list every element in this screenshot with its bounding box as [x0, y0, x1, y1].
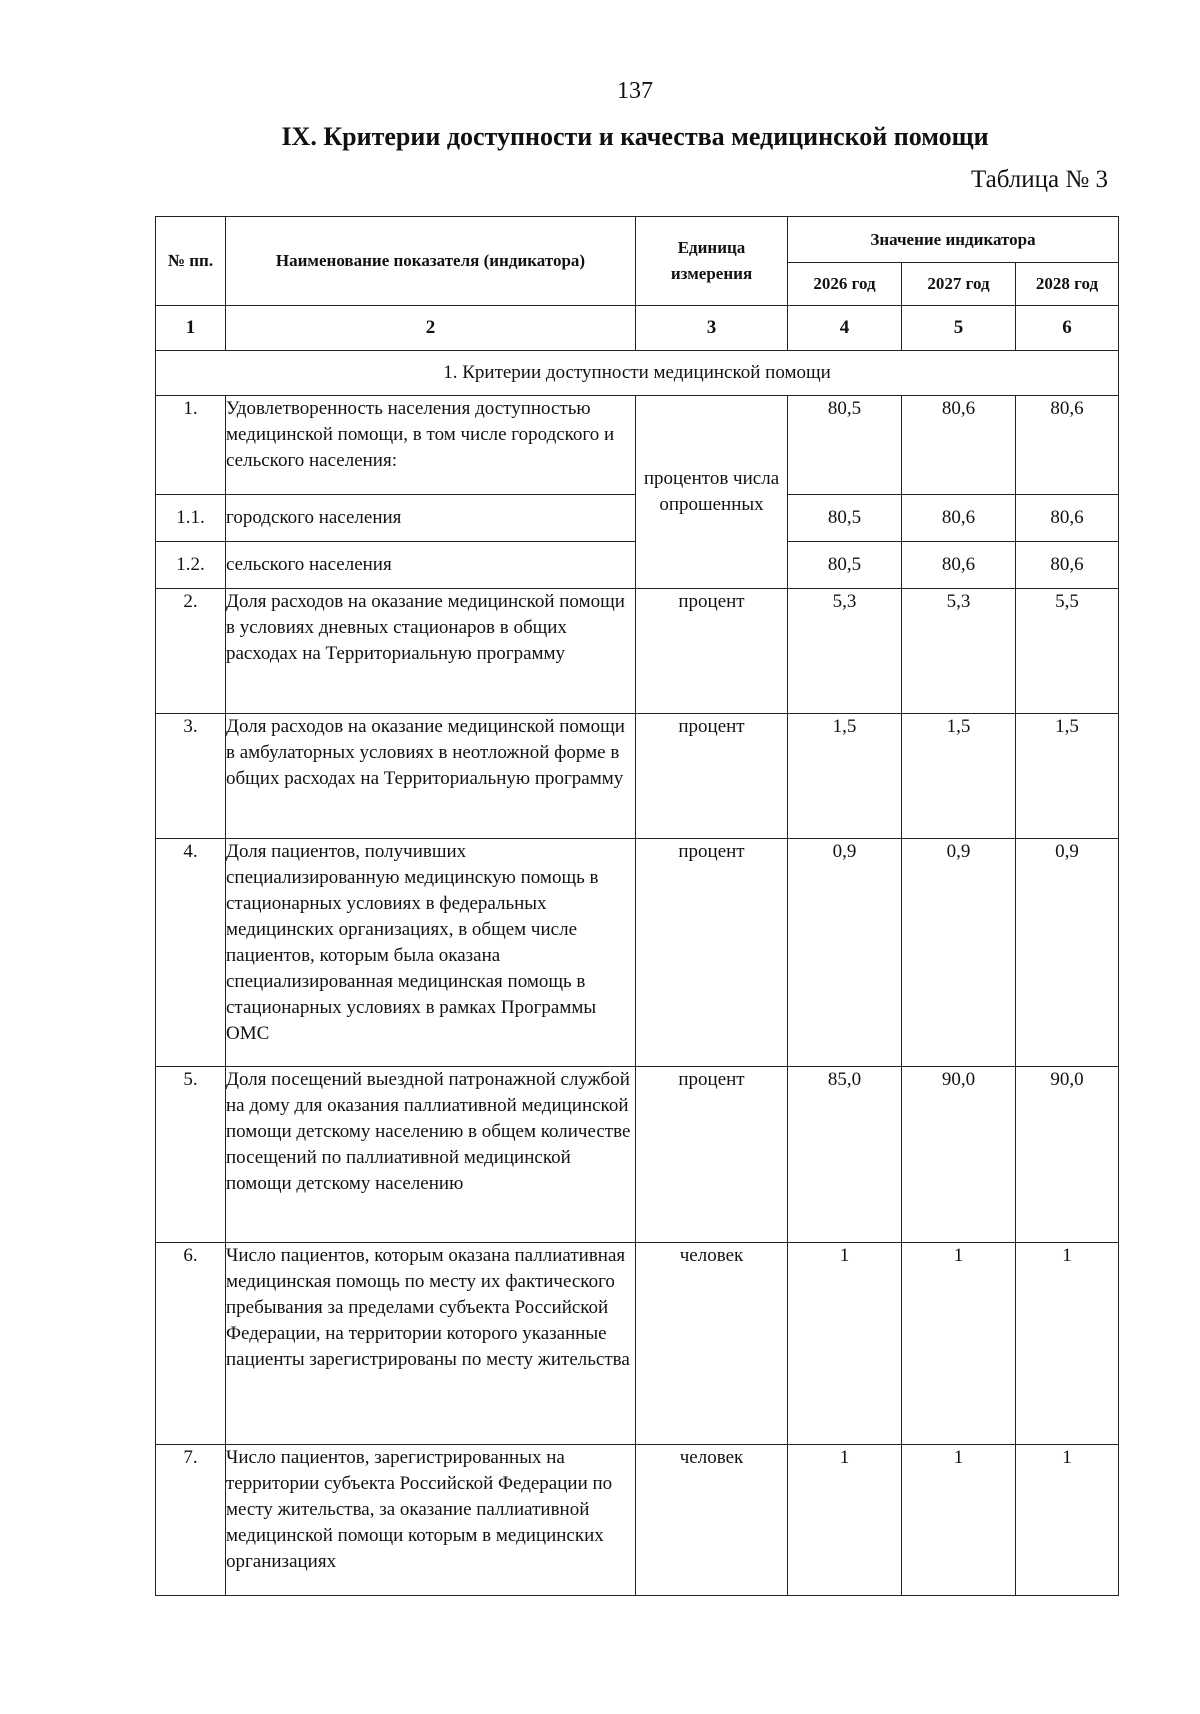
- value-2028: 1: [1016, 1445, 1119, 1596]
- value-2026: 80,5: [788, 396, 902, 495]
- header-name: Наименование показателя (индикатора): [226, 217, 636, 306]
- page-number: 137: [617, 78, 653, 104]
- section-heading: 1. Критерии доступности медицинской помощи: [156, 351, 1119, 396]
- column-number: 6: [1016, 306, 1119, 351]
- header-year-2026: 2026 год: [788, 263, 902, 306]
- value-2026: 80,5: [788, 495, 902, 542]
- unit-cell: процент: [636, 714, 788, 839]
- value-2028: 1: [1016, 1243, 1119, 1445]
- indicator-name: городского населения: [226, 495, 636, 542]
- value-2028: 90,0: [1016, 1067, 1119, 1243]
- value-2026: 80,5: [788, 542, 902, 589]
- indicator-name: Удовлетворенность населения доступностью медицинской помощи, в том числе городского и сельского населения:: [226, 396, 636, 495]
- value-2026: 1: [788, 1243, 902, 1445]
- criteria-table: [155, 216, 1119, 1596]
- table-row: [156, 714, 1119, 839]
- value-2027: 80,6: [902, 542, 1016, 589]
- header-value-group: Значение индикатора: [788, 217, 1119, 263]
- indicator-name: Число пациентов, зарегистрированных на территории субъекта Российской Федерации по месту жительства, за оказание паллиативной медицинской помощи которым в медицинских организациях: [226, 1445, 636, 1596]
- value-2027: 80,6: [902, 396, 1016, 495]
- value-2027: 1,5: [902, 714, 1016, 839]
- column-number: 2: [226, 306, 636, 351]
- table-row: [156, 1445, 1119, 1596]
- value-2027: 1: [902, 1243, 1016, 1445]
- unit-cell: процент: [636, 589, 788, 714]
- table-row: [156, 1067, 1119, 1243]
- table-row: [156, 589, 1119, 714]
- row-number: 6.: [156, 1243, 226, 1445]
- column-number: 4: [788, 306, 902, 351]
- value-2028: 1,5: [1016, 714, 1119, 839]
- table-label: Таблица № 3: [970, 166, 1108, 193]
- row-number: 1.: [156, 396, 226, 495]
- row-number: 5.: [156, 1067, 226, 1243]
- section-title: IX. Критерии доступности и качества медицинской помощи: [281, 122, 989, 151]
- value-2027: 0,9: [902, 839, 1016, 1067]
- header-year-2027: 2027 год: [902, 263, 1016, 306]
- indicator-name: Число пациентов, которым оказана паллиативная медицинская помощь по месту их фактического пребывания за пределами субъекта Российской Федерации, на территории которого указанные пациенты зарегистрированы по месту жительства: [226, 1243, 636, 1445]
- column-number: 3: [636, 306, 788, 351]
- table-row: [156, 839, 1119, 1067]
- unit-cell: процентов числа опрошенных: [636, 396, 788, 589]
- value-2026: 85,0: [788, 1067, 902, 1243]
- indicator-name: Доля расходов на оказание медицинской помощи в амбулаторных условиях в неотложной форме в общих расходах на Территориальную программу: [226, 714, 636, 839]
- row-number: 2.: [156, 589, 226, 714]
- indicator-name: сельского населения: [226, 542, 636, 589]
- row-number: 1.1.: [156, 495, 226, 542]
- header-unit: Единица измерения: [636, 217, 788, 306]
- table-row: [156, 396, 1119, 495]
- table-row: [156, 1243, 1119, 1445]
- unit-cell: процент: [636, 1067, 788, 1243]
- header-no: № пп.: [156, 217, 226, 306]
- value-2028: 5,5: [1016, 589, 1119, 714]
- column-number: 1: [156, 306, 226, 351]
- indicator-name: Доля пациентов, получивших специализированную медицинскую помощь в стационарных условиях в федеральных медицинских организациях, в общем числе пациентов, которым была оказана специализированная медицинская помощь в стационарных условиях в рамках Программы ОМС: [226, 839, 636, 1067]
- value-2026: 5,3: [788, 589, 902, 714]
- value-2026: 0,9: [788, 839, 902, 1067]
- value-2027: 1: [902, 1445, 1016, 1596]
- indicator-name: Доля посещений выездной патронажной службой на дому для оказания паллиативной медицинской помощи детскому населению в общем количестве посещений по паллиативной медицинской помощи детскому населению: [226, 1067, 636, 1243]
- row-number: 7.: [156, 1445, 226, 1596]
- value-2026: 1,5: [788, 714, 902, 839]
- value-2026: 1: [788, 1445, 902, 1596]
- unit-cell: процент: [636, 839, 788, 1067]
- value-2028: 80,6: [1016, 396, 1119, 495]
- value-2028: 0,9: [1016, 839, 1119, 1067]
- row-number: 1.2.: [156, 542, 226, 589]
- unit-cell: человек: [636, 1445, 788, 1596]
- value-2027: 5,3: [902, 589, 1016, 714]
- value-2028: 80,6: [1016, 495, 1119, 542]
- value-2027: 80,6: [902, 495, 1016, 542]
- value-2027: 90,0: [902, 1067, 1016, 1243]
- value-2028: 80,6: [1016, 542, 1119, 589]
- row-number: 3.: [156, 714, 226, 839]
- header-year-2028: 2028 год: [1016, 263, 1119, 306]
- column-number: 5: [902, 306, 1016, 351]
- unit-cell: человек: [636, 1243, 788, 1445]
- row-number: 4.: [156, 839, 226, 1067]
- indicator-name: Доля расходов на оказание медицинской помощи в условиях дневных стационаров в общих расходах на Территориальную программу: [226, 589, 636, 714]
